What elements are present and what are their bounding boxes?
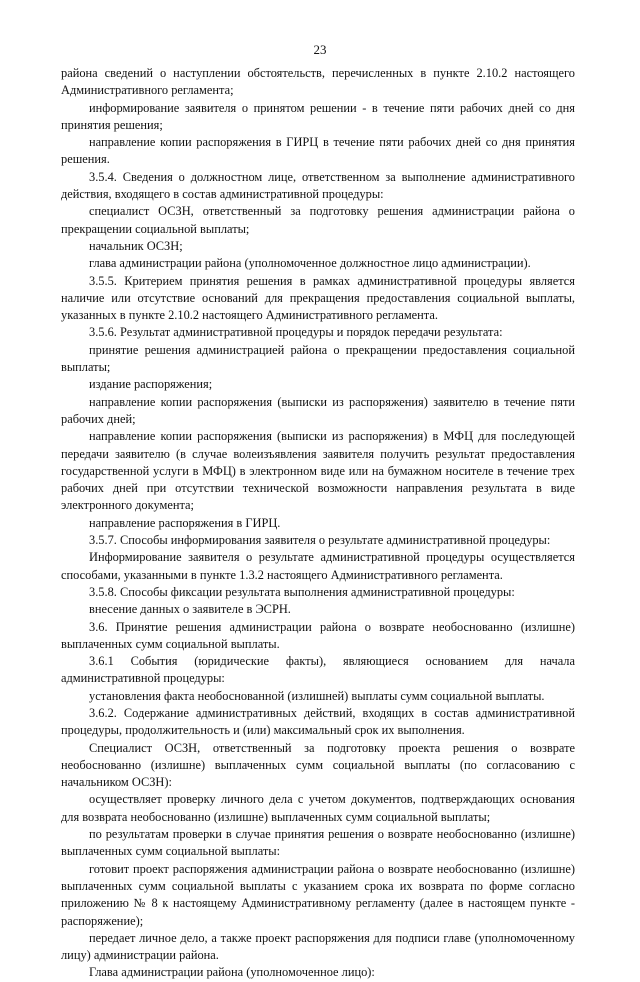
paragraph: Информирование заявителя о результате административной процедуры осуществляется способами, указанными в пункте 1.3.2 настоящего Административного регламента.	[61, 550, 575, 582]
paragraph: 3.5.6. Результат административной процедуры и порядок передачи результата:	[89, 325, 503, 340]
paragraph: 3.6.2. Содержание административных действий, входящих в состав административной процедуры, продолжительность и (или) максимальный срок их выполнения.	[61, 705, 575, 738]
paragraph: по результатам проверки в случае принятия решения о возврате необоснованно (излишне) выплаченных сумм социальной выплаты:	[61, 827, 575, 859]
paragraph: внесение данных о заявителе в ЭСРН.	[89, 602, 291, 617]
paragraph: информирование заявителя о принятом решении - в течение пяти рабочих дней со дня принятия решения;	[61, 100, 575, 132]
paragraph: района сведений о наступлении обстоятельств, перечисленных в пункте 2.10.2 настоящего Административного регламента;	[61, 66, 575, 98]
paragraph: 3.6. Принятие решения администрации района о возврате необоснованно (излишне) выплаченных сумм социальной выплаты.	[61, 619, 575, 651]
paragraph: направление копии распоряжения (выписки из распоряжения) в МФЦ для последующей передачи заявителю (в случае волеизъявления заявителя получить результат предоставления государственной услуги в МФЦ) в электронном виде или на бумажном носителе в течение трех рабочих дней при отсутствии технической возможности направления результата в виде электронного документа;	[61, 429, 575, 513]
paragraph: Глава администрации района (уполномоченное лицо):	[89, 965, 375, 980]
paragraph: издание распоряжения;	[89, 377, 213, 392]
paragraph: специалист ОСЗН, ответственный за подготовку решения администрации района о прекращении социальной выплаты;	[61, 204, 575, 236]
paragraph: 3.5.7. Способы информирования заявителя о результате административной процедуры:	[89, 533, 551, 548]
paragraph: направление копии распоряжения (выписки из распоряжения) заявителю в течение пяти рабочих дней;	[61, 394, 575, 426]
paragraph: глава администрации района (уполномоченное должностное лицо администрации).	[89, 256, 531, 271]
paragraph: Специалист ОСЗН, ответственный за подготовку проекта решения о возврате необоснованно (излишне) выплаченных сумм социальной выплаты (по согласованию с начальником ОСЗН):	[61, 740, 575, 790]
document-body	[61, 65, 575, 982]
paragraph: начальник ОСЗН;	[89, 238, 183, 253]
paragraph: 3.5.4. Сведения о должностном лице, ответственном за выполнение административного действия, входящего в состав административной процедуры:	[61, 169, 575, 202]
paragraph: готовит проект распоряжения администрации района о возврате необоснованно (излишне) выплаченных сумм социальной выплаты с указанием срока их возврата по форме согласно приложению № 8 к настоящему Административному регламенту (далее в настоящем пункте - распоряжение);	[61, 861, 575, 928]
paragraph: направление копии распоряжения в ГИРЦ в течение пяти рабочих дней со дня принятия решения.	[61, 135, 575, 167]
page-number: 23	[313, 42, 327, 57]
paragraph: 3.5.8. Способы фиксации результата выполнения административной процедуры:	[89, 584, 515, 599]
paragraph: осуществляет проверку личного дела с учетом документов, подтверждающих основания для возврата необоснованно (излишне) выплаченных сумм социальной выплаты;	[61, 792, 575, 824]
paragraph: направление распоряжения в ГИРЦ.	[89, 515, 281, 530]
paragraph: принятие решения администрацией района о прекращении предоставления социальной выплаты;	[61, 342, 575, 375]
paragraph: передает личное дело, а также проект распоряжения для подписи главе (уполномоченному лицу) администрации района.	[61, 930, 575, 963]
paragraph: 3.6.1 События (юридические факты), являющиеся основанием для начала административной процедуры:	[61, 654, 575, 686]
paragraph: 3.5.5. Критерием принятия решения в рамках административной процедуры является наличие или отсутствие оснований для прекращения предоставления социальной выплаты, указанных в пункте 2.10.2 настоящего Административного регламента.	[61, 273, 575, 323]
paragraph: установления факта необоснованной (излишней) выплаты сумм социальной выплаты.	[89, 688, 545, 703]
